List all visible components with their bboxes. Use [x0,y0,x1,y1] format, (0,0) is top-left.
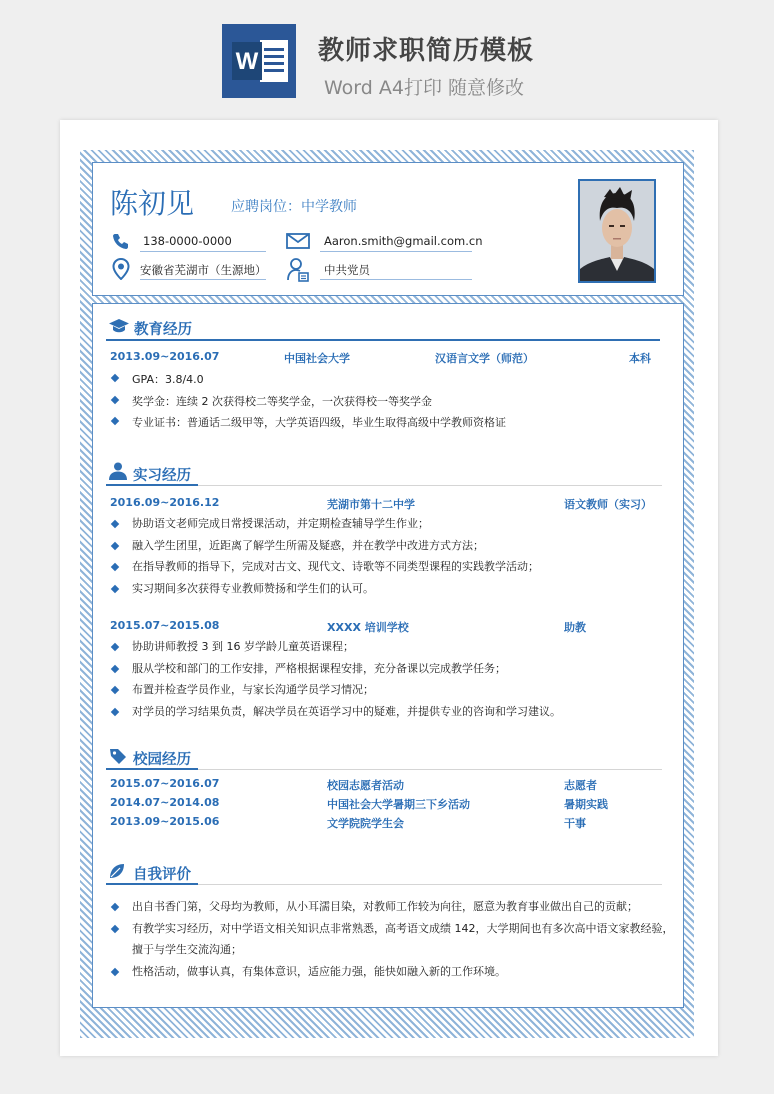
job-role: 语文教师（实习） [564,498,652,511]
person-icon [108,462,128,484]
word-app-icon [222,24,296,98]
self-eval-title: 自我评价 [133,867,191,883]
list-item: 出自书香门第，父母均为教师，从小耳濡目染，对教师工作较为向往，愿意为教育事业做出自己的贡献； [132,900,638,913]
graduation-cap-icon [108,318,130,338]
campus-activity: 中国社会大学暑期三下乡活动 [327,798,470,811]
job-role: 助教 [564,621,586,634]
campus-role: 干事 [564,817,586,830]
campus-activity: 校园志愿者活动 [327,779,404,792]
email-icon [286,233,310,253]
tag-icon [108,747,128,769]
list-item: 对学员的学习结果负责，解决学员在英语学习中的疑难，并提供专业的咨询和学习建议。 [132,705,561,718]
list-item: 专业证书：普通话二级甲等，大学英语四级，毕业生取得高级中学教师资格证 [132,416,506,429]
education-degree: 本科 [629,352,651,365]
education-date: 2013.09~2016.07 [110,350,220,363]
list-item: 服从学校和部门的工作安排，严格根据课程安排，充分备课以完成教学任务； [132,662,506,675]
list-item: 有教学实习经历，对中学语文相关知识点非常熟悉，高考语文成绩 142，大学期间也有多次高中语文家教经验， [132,922,674,935]
campus-role: 志愿者 [564,779,597,792]
education-divider [106,339,660,341]
job-date: 2015.07~2015.08 [110,619,220,632]
candidate-name: 陈初见 [110,187,195,220]
party-underline [320,279,472,280]
list-item: 奖学金：连续 2 次获得校二等奖学金，一次获得校一等奖学金 [132,395,432,408]
email-address: Aaron.smith@gmail.com.cn [324,234,483,248]
education-title: 教育经历 [134,322,192,338]
campus-date: 2014.07~2014.08 [110,796,220,809]
campus-date: 2015.07~2016.07 [110,777,220,790]
job-organization: XXXX 培训学校 [327,621,409,634]
campus-date: 2013.09~2015.06 [110,815,220,828]
phone-icon [112,232,130,254]
template-subtitle: Word A4打印 随意修改 [324,77,525,99]
applied-position: 应聘岗位：中学教师 [231,199,357,215]
campus-title: 校园经历 [133,752,191,768]
internship-title: 实习经历 [133,468,191,484]
list-item: 实习期间多次获得专业教师赞扬和学生们的认可。 [132,582,374,595]
location-text: 安徽省芜湖市（生源地） [140,263,267,277]
list-item: 协助讲师教授 3 到 16 岁学龄儿童英语课程； [132,640,354,653]
location-icon [112,258,130,284]
campus-role: 暑期实践 [564,798,608,811]
list-item: 性格活动，做事认真，有集体意识，适应能力强，能快如融入新的工作环境。 [132,965,506,978]
political-status: 中共党员 [324,263,370,277]
campus-activity: 文学院院学生会 [327,817,404,830]
self-eval-divider [198,884,662,885]
phone-number: 138-0000-0000 [143,234,232,248]
profile-photo [578,179,656,283]
template-title: 教师求职简历模板 [318,36,535,66]
self-eval-divider-accent [106,883,198,885]
list-item-continuation: 擅于与学生交流沟通； [132,943,242,956]
leaf-icon [108,862,126,884]
word-icon-letter: W [235,48,259,75]
list-item: 融入学生团里，近距离了解学生所需及疑惑，并在教学中改进方式方法； [132,539,484,552]
internship-divider-accent [106,484,198,486]
email-underline [320,251,472,252]
job-date: 2016.09~2016.12 [110,496,220,509]
list-item: 在指导教师的指导下，完成对古文、现代文、诗歌等不同类型课程的实践教学活动； [132,560,539,573]
job-organization: 芜湖市第十二中学 [327,498,415,511]
campus-divider-accent [106,768,198,770]
list-item: 布置并检查学员作业，与家长沟通学员学习情况； [132,683,374,696]
list-item: 协助语文老师完成日常授课活动，并定期检查辅导学生作业； [132,517,429,530]
education-major: 汉语言文学（师范） [435,352,534,365]
campus-divider [198,769,662,770]
phone-underline [140,251,266,252]
internship-divider [198,485,662,486]
location-underline [140,279,266,280]
education-school: 中国社会大学 [284,352,350,365]
list-item: GPA：3.8/4.0 [132,373,204,386]
party-member-icon [287,258,309,286]
